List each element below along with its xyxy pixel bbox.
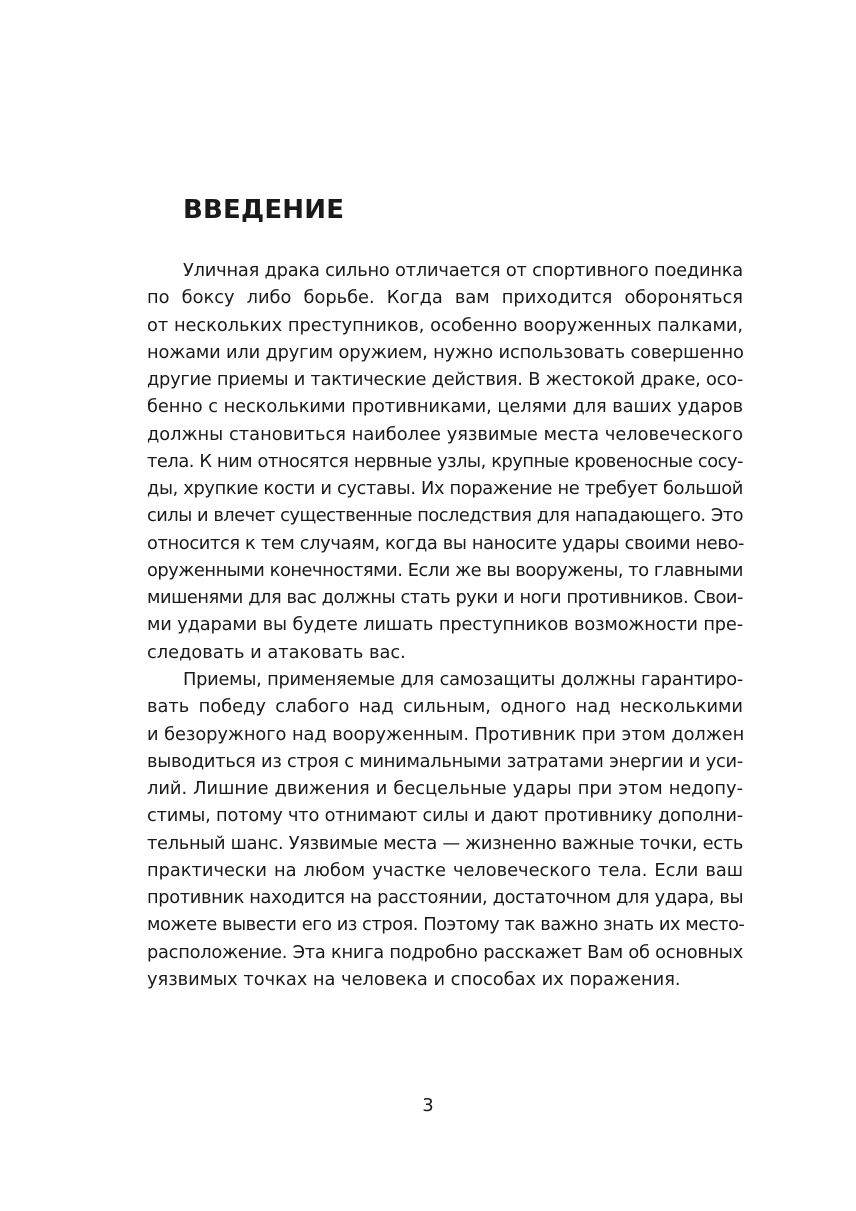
text-line: другие приемы и тактические действия. В жестокой драке, осо-	[147, 369, 743, 391]
text-line: можете вывести его из строя. Поэтому так важно знать их место-	[147, 914, 745, 936]
text-line: стимы, потому что отнимают силы и дают противнику дополни-	[147, 805, 743, 827]
text-line: следовать и атаковать вас.	[147, 641, 406, 663]
text-line: противник находится на расстоянии, достаточном для удара, вы	[147, 887, 744, 909]
text-line: Приемы, применяемые для самозащиты должны гарантиро-	[183, 668, 743, 690]
text-line: ды, хрупкие кости и суставы. Их поражение не требует большой	[147, 478, 743, 500]
text-line: тела. К ним относятся нервные узлы, крупные кровеносные сосу-	[147, 450, 743, 472]
body-text	[147, 257, 743, 993]
text-line: уязвимых точках на человека и способах их поражения.	[147, 968, 681, 990]
text-line: расположение. Эта книга подробно расскажет Вам об основных	[147, 941, 743, 963]
text-line: лий. Лишние движения и бесцельные удары при этом недопу-	[147, 778, 743, 800]
text-line: практически на любом участке человеческого тела. Если ваш	[147, 859, 743, 881]
text-line: силы и влечет существенные последствия для нападающего. Это	[147, 505, 743, 527]
text-line: мишенями для вас должны стать руки и ноги противников. Свои-	[147, 587, 743, 609]
text-line: ножами или другим оружием, нужно использовать совершенно	[147, 341, 744, 363]
text-line: вать победу слабого над сильным, одного над несколькими	[147, 696, 743, 718]
text-line: выводиться из строя с минимальными затратами энергии и уси-	[147, 750, 743, 772]
page-number: 3	[422, 1095, 434, 1116]
text-line: тельный шанс. Уязвимые места — жизненно важные точки, есть	[147, 832, 743, 854]
text-line: оруженными конечностями. Если же вы вооружены, то главными	[147, 559, 743, 581]
text-line: и безоружного над вооруженным. Противник при этом должен	[147, 723, 745, 745]
text-line: бенно с несколькими противниками, целями для ваших ударов	[147, 396, 743, 418]
text-line: по боксу либо борьбе. Когда вам приходится обороняться	[147, 287, 743, 309]
text-line: должны становиться наиболее уязвимые места человеческого	[147, 423, 743, 445]
text-line: относится к тем случаям, когда вы наносите удары своими нево-	[147, 532, 745, 554]
text-line: от нескольких преступников, особенно вооруженных палками,	[147, 314, 743, 336]
text-line: Уличная драка сильно отличается от спортивного поединка	[183, 260, 743, 281]
chapter-title: ВВЕДЕНИЕ	[183, 195, 345, 225]
text-line: ми ударами вы будете лишать преступников возможности пре-	[147, 614, 743, 636]
